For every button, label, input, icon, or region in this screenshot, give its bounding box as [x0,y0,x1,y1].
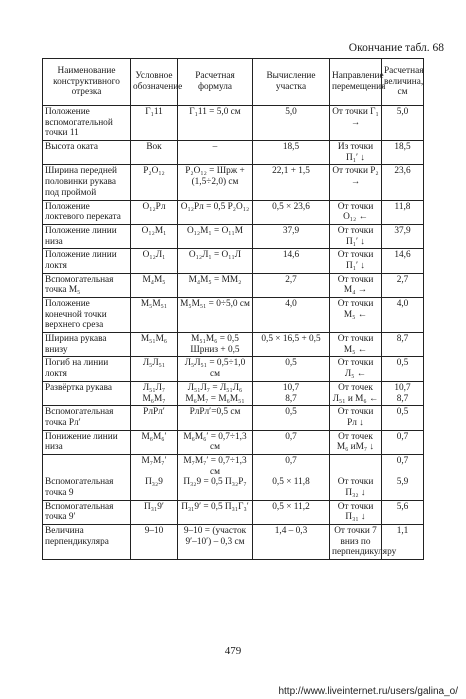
calculation-table [42,58,424,560]
cell-value: 23,6 [382,165,424,200]
header-direction: Направление перемещения [330,59,382,106]
cell-direction: От точки М₅ ← [330,298,382,333]
cell-value: 0,5 [382,357,424,381]
cell-designation: Вок [131,141,178,165]
table-caption: Окончание табл. 68 [348,42,444,54]
cell-segment-name: Погиб на линии локтя [43,357,131,381]
cell-formula: Л₅₁Л₇ = Л₅₁Л₆ М₆М₇ = М₆М₅₁ [178,381,253,405]
table-row [43,454,424,500]
table-row [43,249,424,273]
cell-designation: М₇М₇′ П₃₂9 [131,454,178,500]
cell-segment-name: Ширина рукава внизу [43,333,131,357]
cell-segment-name: Развёртка рукава [43,381,131,405]
cell-designation: Л₅Л₅₁ [131,357,178,381]
cell-formula: М₇М₇′ = 0,7÷1,3 см П₃₂9 = 0,5 П₃₂Р₇ [178,454,253,500]
cell-direction: От точек М₆ иМ₇ ↓ [330,430,382,454]
cell-formula: Г₁11 = 5,0 см [178,106,253,141]
header-formula: Расчетная формула [178,59,253,106]
cell-segment-name: Ширина передней половинки рукава под проймой [43,165,131,200]
page-number: 479 [224,645,242,657]
cell-formula: М₄М₅ = ММ₂ [178,273,253,297]
cell-designation: 9–10 [131,525,178,560]
cell-formula: – [178,141,253,165]
cell-designation: М₆М₆′ [131,430,178,454]
cell-formula: М₅₁М₆ = 0,5 Шрниз + 0,5 [178,333,253,357]
cell-segment-name: Положение вспомогательной точки 11 [43,106,131,141]
table-row [43,224,424,248]
cell-value: 18,5 [382,141,424,165]
cell-value: 2,7 [382,273,424,297]
cell-segment-name: Положение линии локтя [43,249,131,273]
cell-designation: О₁₂Л₁ [131,249,178,273]
cell-direction: От точки Р₂ → [330,165,382,200]
cell-direction: От точек Л₅₁ и М₆ ← [330,381,382,405]
cell-value: 11,8 [382,200,424,224]
cell-designation: М₅М₅₁ [131,298,178,333]
cell-calculation: 0,5 [253,357,330,381]
cell-designation: М₄М₅ [131,273,178,297]
cell-value: 0,7 [382,430,424,454]
table-row [43,525,424,560]
cell-direction: От точки П₁′ ↓ [330,224,382,248]
cell-calculation: 0,7 [253,430,330,454]
cell-calculation: 0,5 × 11,2 [253,500,330,524]
cell-value: 10,7 8,7 [382,381,424,405]
cell-segment-name: Величина перпендикуляра [43,525,131,560]
cell-direction: От точки М₅ ← [330,333,382,357]
table-row [43,406,424,430]
cell-formula: П₃₁9′ = 0,5 П₃₁Г₃′ [178,500,253,524]
cell-designation: П₃₁9′ [131,500,178,524]
cell-calculation: 37,9 [253,224,330,248]
cell-value: 4,0 [382,298,424,333]
cell-calculation: 14,6 [253,249,330,273]
cell-calculation: 1,4 – 0,3 [253,525,330,560]
cell-direction: От точки П₁′ ↓ [330,249,382,273]
table-row [43,333,424,357]
cell-formula: О₁₂М₁ = О₁₁М [178,224,253,248]
cell-calculation: 18,5 [253,141,330,165]
cell-direction: От точки М₄ → [330,273,382,297]
source-url: http://www.liveinternet.ru/users/galina_o/ [278,686,458,697]
cell-segment-name: Понижение линии низа [43,430,131,454]
cell-calculation: 0,5 × 16,5 + 0,5 [253,333,330,357]
cell-calculation: 5,0 [253,106,330,141]
cell-formula: Р₂О₁₂ = Шрж + (1,5÷2,0) см [178,165,253,200]
cell-calculation: 22,1 + 1,5 [253,165,330,200]
cell-formula: М₆М₆′ = 0,7÷1,3 см [178,430,253,454]
cell-calculation: 0,5 [253,406,330,430]
cell-designation: М₅₁М₆ [131,333,178,357]
cell-calculation: 2,7 [253,273,330,297]
cell-formula: М₅М₅₁ = 0÷5,0 см [178,298,253,333]
cell-direction: От точки 7 вниз по перпендикуляру [330,525,382,560]
table-row [43,430,424,454]
cell-formula: О₁₂Рл = 0,5 Р₂О₁₂ [178,200,253,224]
cell-segment-name: Вспомогательная точка 9′ [43,500,131,524]
cell-formula: Л₅Л₅₁ = 0,5÷1,0 см [178,357,253,381]
cell-direction: От точки П₃₂ ↓ [330,454,382,500]
cell-formula: РлРл′=0,5 см [178,406,253,430]
table-row [43,106,424,141]
table-row [43,141,424,165]
cell-direction: От точки О₁₂ ← [330,200,382,224]
cell-segment-name: Высота оката [43,141,131,165]
cell-segment-name: Вспомогательная точка Рл′ [43,406,131,430]
cell-formula: О₁₂Л₁ = О₁₁Л [178,249,253,273]
header-segment-name: Наименование конструктивного отрезка [43,59,131,106]
table-row [43,273,424,297]
cell-value: 0,5 [382,406,424,430]
cell-value: 8,7 [382,333,424,357]
cell-direction: От точки Рл ↓ [330,406,382,430]
cell-direction: От точки Л₅ ← [330,357,382,381]
cell-segment-name: Положение локтевого переката [43,200,131,224]
header-calculation: Вычисление участка [253,59,330,106]
cell-calculation: 0,5 × 23,6 [253,200,330,224]
cell-value: 0,7 5,9 [382,454,424,500]
cell-direction: От точки Г₁ → [330,106,382,141]
table-row [43,298,424,333]
cell-segment-name: Положение конечной точки верхнего среза [43,298,131,333]
cell-value: 5,6 [382,500,424,524]
cell-designation: О₁₂М₁ [131,224,178,248]
cell-segment-name: Вспомогательная точка 9 [43,454,131,500]
cell-calculation: 10,7 8,7 [253,381,330,405]
cell-segment-name: Вспомогательная точка М₅ [43,273,131,297]
cell-direction: От точки П₃₁ ↓ [330,500,382,524]
cell-formula: 9–10 = (участок 9′–10′) – 0,3 см [178,525,253,560]
cell-designation: Л₅₁Л₇ М₆М₇ [131,381,178,405]
table-row [43,500,424,524]
cell-value: 1,1 [382,525,424,560]
cell-direction: Из точки П₁′ ↓ [330,141,382,165]
cell-designation: Р₂О₁₂ [131,165,178,200]
table-row [43,165,424,200]
header-value: Расчетная величина, см [382,59,424,106]
table-header-row [43,59,424,106]
cell-designation: РлРл′ [131,406,178,430]
cell-designation: О₁₂Рл [131,200,178,224]
cell-calculation: 0,7 0,5 × 11,8 [253,454,330,500]
cell-value: 5,0 [382,106,424,141]
table-row [43,200,424,224]
cell-segment-name: Положение линии низа [43,224,131,248]
cell-designation: Г₁11 [131,106,178,141]
cell-value: 37,9 [382,224,424,248]
header-designation: Условное обозначение [131,59,178,106]
cell-calculation: 4,0 [253,298,330,333]
cell-value: 14,6 [382,249,424,273]
table-row [43,381,424,405]
table-row [43,357,424,381]
